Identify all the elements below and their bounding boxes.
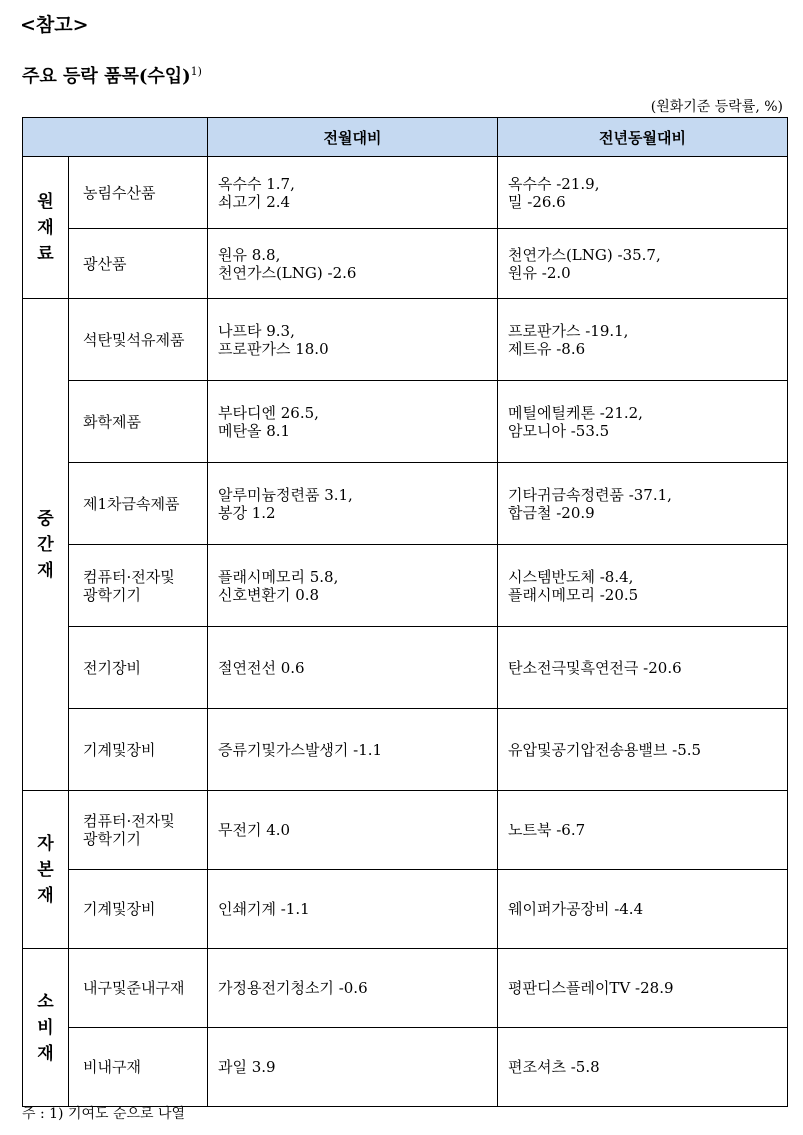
yoy-cell — [498, 791, 788, 870]
table-row — [23, 627, 788, 709]
group-label-char: 자 — [37, 833, 54, 854]
table-row — [23, 299, 788, 381]
yoy-cell — [498, 709, 788, 791]
table-row — [23, 545, 788, 627]
yoy-item: 프로판가스 -19.1, — [508, 321, 629, 340]
category-cell — [69, 463, 208, 545]
category-label: 광산품 — [83, 254, 127, 273]
category-label: 농림수산품 — [83, 183, 156, 202]
mom-item: 과일 3.9 — [218, 1058, 276, 1076]
yoy-item: 천연가스(LNG) -35.7, — [508, 245, 661, 264]
mom-cell — [208, 791, 498, 870]
mom-cell — [208, 627, 498, 709]
yoy-cell — [498, 381, 788, 463]
category-cell — [69, 709, 208, 791]
group-label-char: 료 — [37, 243, 54, 264]
mom-cell — [208, 463, 498, 545]
yoy-cell — [498, 1028, 788, 1107]
title-footnote-mark: 1) — [190, 65, 202, 78]
yoy-item: 메틸에틸케톤 -21.2, — [508, 403, 643, 422]
category-cell — [69, 381, 208, 463]
category-label: 기계및장비 — [83, 900, 156, 918]
mom-item: 플래시메모리 5.8, — [218, 567, 339, 586]
yoy-item: 웨이퍼가공장비 -4.4 — [508, 900, 644, 918]
category-cell — [69, 157, 208, 229]
category-label: 기계및장비 — [83, 740, 156, 759]
import-items-table — [22, 117, 788, 1107]
group-label-char: 재 — [37, 560, 54, 581]
mom-item: 부타디엔 26.5, — [218, 403, 319, 422]
table-row — [23, 229, 788, 299]
category-cell — [69, 791, 208, 870]
mom-item: 가정용전기청소기 -0.6 — [218, 979, 368, 997]
mom-item: 봉강 1.2 — [218, 503, 276, 522]
yoy-item: 유압및공기압전송용밸브 -5.5 — [508, 740, 702, 759]
mom-cell — [208, 545, 498, 627]
table-row — [23, 949, 788, 1028]
mom-cell — [208, 709, 498, 791]
yoy-cell — [498, 545, 788, 627]
mom-cell — [208, 949, 498, 1028]
category-cell — [69, 949, 208, 1028]
yoy-cell — [498, 229, 788, 299]
mom-cell — [208, 299, 498, 381]
category-cell — [69, 627, 208, 709]
group-label-char: 소 — [37, 991, 54, 1012]
category-cell — [69, 1028, 208, 1107]
group-label — [23, 949, 69, 1107]
yoy-cell — [498, 627, 788, 709]
group-label-char: 비 — [37, 1017, 54, 1038]
yoy-cell — [498, 870, 788, 949]
mom-item: 신호변환기 0.8 — [218, 585, 320, 604]
yoy-item: 제트유 -8.6 — [508, 339, 586, 358]
mom-item: 메탄올 8.1 — [218, 421, 291, 440]
reference-heading: <참고> — [20, 14, 89, 36]
mom-item: 증류기및가스발생기 -1.1 — [218, 740, 383, 759]
table-row — [23, 157, 788, 229]
table-header-row — [23, 118, 788, 157]
yoy-item: 평판디스플레이TV -28.9 — [508, 979, 674, 997]
mom-item: 옥수수 1.7, — [218, 174, 295, 193]
yoy-item: 탄소전극및흑연전극 -20.6 — [508, 658, 682, 677]
mom-item: 무전기 4.0 — [218, 821, 291, 839]
table-row — [23, 791, 788, 870]
mom-cell — [208, 157, 498, 229]
yoy-item: 편조셔츠 -5.8 — [508, 1058, 600, 1076]
table-row — [23, 381, 788, 463]
header-blank — [23, 118, 208, 157]
mom-cell — [208, 229, 498, 299]
header-yoy: 전년동월대비 — [498, 118, 788, 157]
table-row — [23, 709, 788, 791]
yoy-cell — [498, 463, 788, 545]
mom-item: 나프타 9.3, — [218, 321, 295, 340]
yoy-cell — [498, 157, 788, 229]
group-label — [23, 299, 69, 791]
category-label: 광학기기 — [83, 830, 141, 848]
mom-item: 절연전선 0.6 — [218, 658, 305, 677]
yoy-item: 플래시메모리 -20.5 — [508, 585, 639, 604]
page-title — [22, 62, 202, 88]
mom-item: 인쇄기계 -1.1 — [218, 900, 310, 918]
mom-item: 알루미늄정련품 3.1, — [218, 485, 353, 504]
table-row — [23, 870, 788, 949]
header-mom: 전월대비 — [208, 118, 498, 157]
mom-item: 천연가스(LNG) -2.6 — [218, 263, 357, 282]
yoy-item: 밀 -26.6 — [508, 192, 566, 211]
category-label: 전기장비 — [83, 658, 141, 677]
title-text: 주요 등락 품목(수입) — [22, 66, 191, 87]
yoy-item: 암모니아 -53.5 — [508, 421, 610, 440]
category-label: 내구및준내구재 — [83, 979, 185, 997]
yoy-cell — [498, 299, 788, 381]
category-label: 화학제품 — [83, 412, 141, 431]
yoy-item: 시스템반도체 -8.4, — [508, 567, 634, 586]
group-label-char: 재 — [37, 1043, 54, 1064]
category-label: 비내구재 — [83, 1058, 141, 1076]
category-cell — [69, 545, 208, 627]
mom-item: 원유 8.8, — [218, 245, 281, 264]
footnote: 주 : 1) 기여도 순으로 나열 — [22, 1106, 186, 1122]
mom-cell — [208, 870, 498, 949]
yoy-item: 옥수수 -21.9, — [508, 174, 600, 193]
group-label-char: 본 — [37, 859, 54, 880]
group-label — [23, 791, 69, 949]
group-label-char: 중 — [37, 508, 54, 529]
unit-label: (원화기준 등락률, %) — [650, 99, 783, 115]
category-label: 광학기기 — [83, 585, 141, 604]
mom-item: 프로판가스 18.0 — [218, 339, 329, 358]
yoy-cell — [498, 949, 788, 1028]
group-label-char: 간 — [37, 534, 54, 555]
yoy-item: 노트북 -6.7 — [508, 821, 586, 839]
group-label — [23, 157, 69, 299]
table-body — [23, 157, 788, 1107]
category-label: 컴퓨터·전자및 — [83, 812, 175, 830]
category-label: 석탄및석유제품 — [83, 330, 185, 349]
yoy-item: 원유 -2.0 — [508, 263, 571, 282]
mom-cell — [208, 1028, 498, 1107]
category-cell — [69, 870, 208, 949]
group-label-char: 재 — [37, 885, 54, 906]
group-label-char: 원 — [37, 191, 54, 212]
category-cell — [69, 299, 208, 381]
yoy-item: 합금철 -20.9 — [508, 503, 595, 522]
mom-item: 쇠고기 2.4 — [218, 192, 291, 211]
category-label: 제1차금속제품 — [83, 494, 180, 513]
mom-cell — [208, 381, 498, 463]
table-row — [23, 463, 788, 545]
category-cell — [69, 229, 208, 299]
category-label: 컴퓨터·전자및 — [83, 567, 175, 586]
group-label-char: 재 — [37, 217, 54, 238]
yoy-item: 기타귀금속정련품 -37.1, — [508, 485, 672, 504]
table-row — [23, 1028, 788, 1107]
